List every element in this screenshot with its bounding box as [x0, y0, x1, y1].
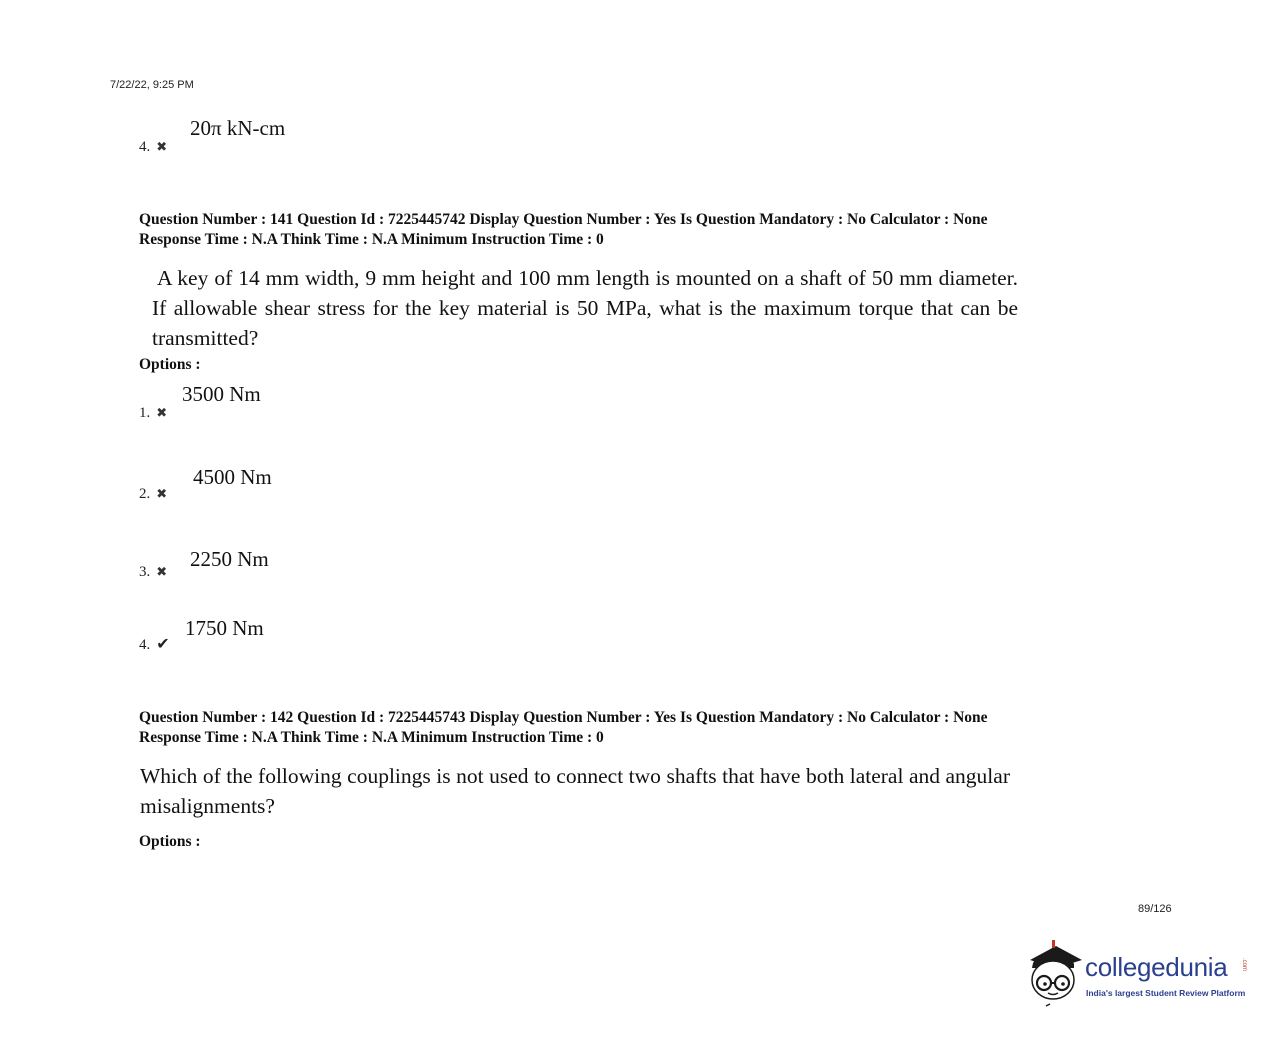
- cross-icon: ✖: [156, 139, 168, 154]
- options-label: Options :: [139, 833, 201, 850]
- question-meta-line-2: Response Time : N.A Think Time : N.A Minimum Instruction Time : 0: [139, 231, 604, 248]
- question-text: A key of 14 mm width, 9 mm height and 100 mm length is mounted on a shaft of 50 mm diameter. If allowable shear stress for the key material is 50 MPa, what is the maximum torque that can be transmitted?: [152, 266, 1018, 350]
- option-number: 1.: [139, 405, 151, 421]
- print-timestamp: 7/22/22, 9:25 PM: [110, 79, 194, 91]
- cross-icon: ✖: [156, 486, 168, 501]
- option-text: 2250 Nm: [190, 547, 269, 571]
- brand-suffix: .com: [1241, 958, 1247, 972]
- option-text: 1750 Nm: [185, 616, 264, 640]
- question-meta-line-1: Question Number : 141 Question Id : 7225445742 Display Question Number : Yes Is Question Mandatory : No Calculator : None: [139, 211, 988, 228]
- mascot-logo-icon: [1024, 938, 1088, 1010]
- option-marker: [139, 563, 167, 581]
- cross-icon: ✖: [156, 405, 168, 420]
- brand-name: collegedunia: [1085, 952, 1228, 982]
- option-number: 3.: [139, 564, 151, 580]
- question-meta-line-2: Response Time : N.A Think Time : N.A Minimum Instruction Time : 0: [139, 729, 604, 746]
- option-marker: [139, 634, 170, 654]
- question-text: Which of the following couplings is not used to connect two shafts that have both lateral and angular misalignments?: [140, 764, 1010, 818]
- option-text: 3500 Nm: [182, 382, 261, 406]
- option-text: 20π kN-cm: [190, 116, 286, 140]
- question-meta-line-1: Question Number : 142 Question Id : 7225445743 Display Question Number : Yes Is Question Mandatory : No Calculator : None: [139, 709, 988, 726]
- option-number: 4.: [139, 637, 151, 653]
- options-label: Options :: [139, 356, 201, 373]
- option-marker: [139, 404, 167, 422]
- brand-tagline: India's largest Student Review Platform: [1086, 988, 1246, 998]
- option-marker: [139, 138, 167, 156]
- cross-icon: ✖: [156, 564, 168, 579]
- option-marker: [139, 485, 167, 503]
- page-number: 89/126: [1138, 903, 1172, 915]
- option-text: 4500 Nm: [193, 465, 272, 489]
- checkmark-icon: ✔: [156, 636, 170, 653]
- option-number: 2.: [139, 486, 151, 502]
- option-number: 4.: [139, 139, 151, 155]
